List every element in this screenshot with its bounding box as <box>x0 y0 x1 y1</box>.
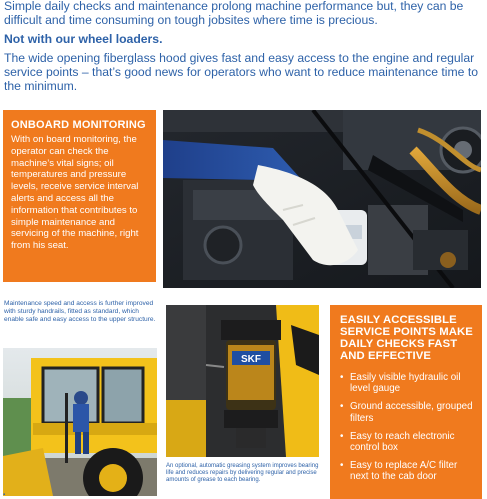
service-points-panel <box>330 305 482 499</box>
loader-illustration <box>3 348 157 496</box>
bullet-icon: • <box>340 430 344 442</box>
list-item <box>340 460 474 482</box>
intro-paragraph-1: Simple daily checks and maintenance prolong machine performance but, they can be difficult and time consuming on tough jobsites where time is precious. <box>4 0 464 28</box>
list-item <box>340 431 474 453</box>
grease-caption: An optional, automatic greasing system improves bearing life and reduces repairs by delivering regular and precise amounts of grease to each bearing. <box>166 463 319 484</box>
grease-system-photo <box>166 305 319 457</box>
intro-text <box>4 0 484 93</box>
intro-paragraph-2: The wide opening fiberglass hood gives fast and easy access to the engine and regular service points – that’s good news for operators who want to reduce maintenance time to the minimum. <box>4 50 478 94</box>
list-item-text: Easily visible hydraulic oil level gauge <box>350 372 461 395</box>
footer-mark: ▪ <box>3 492 6 498</box>
bullet-icon: • <box>340 401 344 413</box>
list-item <box>340 372 474 394</box>
maintenance-caption: Maintenance speed and access is further improved with sturdy handrails, fitted as standard, which enable safe and easy access to the upper structure. <box>4 300 156 324</box>
service-points-list <box>340 372 474 483</box>
bullet-icon: • <box>340 460 344 472</box>
service-points-heading: EASILY ACCESSIBLE SERVICE POINTS MAKE DAILY CHECKS FAST AND EFFECTIVE <box>340 314 473 362</box>
bullet-icon: • <box>340 372 344 383</box>
list-item-text: Easy to replace A/C filter next to the cab door <box>350 460 458 483</box>
skf-label: SKF <box>241 354 261 365</box>
loader-photo <box>3 348 157 496</box>
intro-bold-line: Not with our wheel loaders. <box>4 32 163 47</box>
list-item <box>340 401 474 423</box>
list-item-text: Ground accessible, grouped filters <box>350 401 473 424</box>
engine-illustration <box>163 110 481 288</box>
onboard-monitoring-body: With on board monitoring, the operator can check the machine’s vital signs; oil temperatures and pressure levels, receive service interval alerts and access all the information that contributes to simple maintenance and servicing of the machine, right from his seat. <box>11 134 139 252</box>
onboard-monitoring-panel <box>3 110 156 282</box>
grease-system-illustration <box>166 305 319 457</box>
list-item-text: Easy to reach electronic control box <box>350 430 455 454</box>
onboard-monitoring-heading: ONBOARD MONITORING <box>11 119 146 131</box>
engine-photo <box>163 110 481 288</box>
